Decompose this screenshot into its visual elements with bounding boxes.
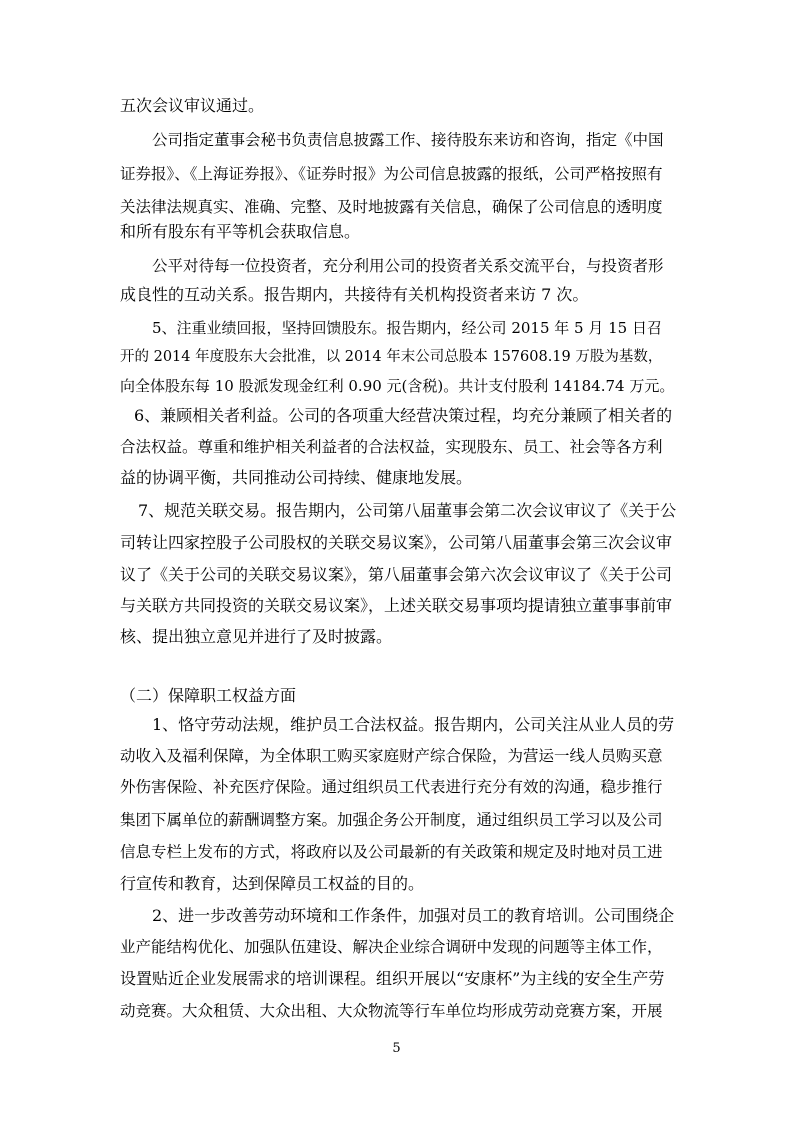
text-line: 信息专栏上发布的方式，将政府以及公司最新的有关政策和规定及时地对员工进 (120, 843, 663, 861)
text-line: 向全体股东每 10 股派发现金红利 0.90 元(含税)。共计支付股利 14184.74 万元。 (120, 377, 675, 395)
text-line: 5、注重业绩回报，坚持回馈股东。报告期内，经公司 2015 年 5 月 15 日召 (152, 319, 662, 337)
text-line: 开的 2014 年度股东大会批准，以 2014 年末公司总股本 157608.19 万股为基数， (120, 349, 663, 365)
text-line: 1、恪守劳动法规，维护员工合法权益。报告期内，公司关注从业人员的劳 (152, 715, 675, 734)
text-line: 动竞赛。大众租赁、大众出租、大众物流等行车单位均形成劳动竞赛方案，开展 (120, 1002, 663, 1020)
text-line: 2、进一步改善劳动环境和工作条件，加强对员工的教育培训。公司围绕企 (152, 906, 675, 925)
text-line: 与关联方共同投资的关联交易议案》，上述关联交易事项均提请独立董事事前审 (120, 596, 673, 615)
text-line: 五次会议审议通过。 (120, 96, 265, 115)
text-line: 司转让四家控股子公司股权的关联交易议案》，公司第八届董事会第三次会议审 (120, 533, 673, 552)
text-line: 公司指定董事会秘书负责信息披露工作、接待股东来访和咨询，指定《中国 (152, 131, 664, 149)
text-line: 业产能结构优化、加强队伍建设、解决企业综合调研中发现的问题等主体工作， (120, 938, 663, 956)
text-line: 益的协调平衡，共同推动公司持续、健康地发展。 (120, 468, 473, 487)
page-number: 5 (392, 1041, 401, 1056)
text-line: 行宣传和教育，达到保障员工权益的目的。 (120, 874, 425, 893)
text-line: 关法律法规真实、准确、完整、及时地披露有关信息，确保了公司信息的透明度 (120, 198, 663, 216)
text-line: 外伤害保险、补充医疗保险。通过组织员工代表进行充分有效的沟通，稳步推行 (120, 778, 663, 796)
text-line: 议了《关于公司的关联交易议案》，第八届董事会第六次会议审议了《关于公司 (120, 565, 673, 584)
text-line: 和所有股东有平等机会获取信息。 (120, 222, 361, 241)
text-line: 公平对待每一位投资者，充分利用公司的投资者关系交流平台，与投资者形 (152, 257, 664, 275)
text-line: 设置贴近企业发展需求的培训课程。组织开展以“安康杯”为主线的安全生产劳 (120, 969, 665, 988)
text-line: 合法权益。尊重和维护相关利益者的合法权益，实现股东、员工、社会等各方利 (120, 438, 663, 456)
text-line: 核、提出独立意见并进行了及时披露。 (120, 627, 393, 646)
section-heading: （二）保障职工权益方面 (120, 686, 297, 705)
text-line: 成良性的互动关系。报告期内，共接待有关机构投资者来访 7 次。 (120, 285, 589, 304)
text-line: 7、规范关联交易。报告期内，公司第八届董事会第二次会议审议了《关于公 (138, 501, 677, 520)
text-line: 动收入及福利保障，为全体职工购买家庭财产综合保险，为营运一线人员购买意 (120, 747, 663, 765)
text-line: 证券报》、《上海证券报》、《证券时报》为公司信息披露的报纸，公司严格按照有 (120, 165, 663, 183)
text-line: 6、兼顾相关者利益。公司的各项重大经营决策过程，均充分兼顾了相关者的 (134, 406, 673, 425)
text-line: 集团下属单位的薪酬调整方案。加强企务公开制度，通过组织员工学习以及公司 (120, 811, 663, 829)
